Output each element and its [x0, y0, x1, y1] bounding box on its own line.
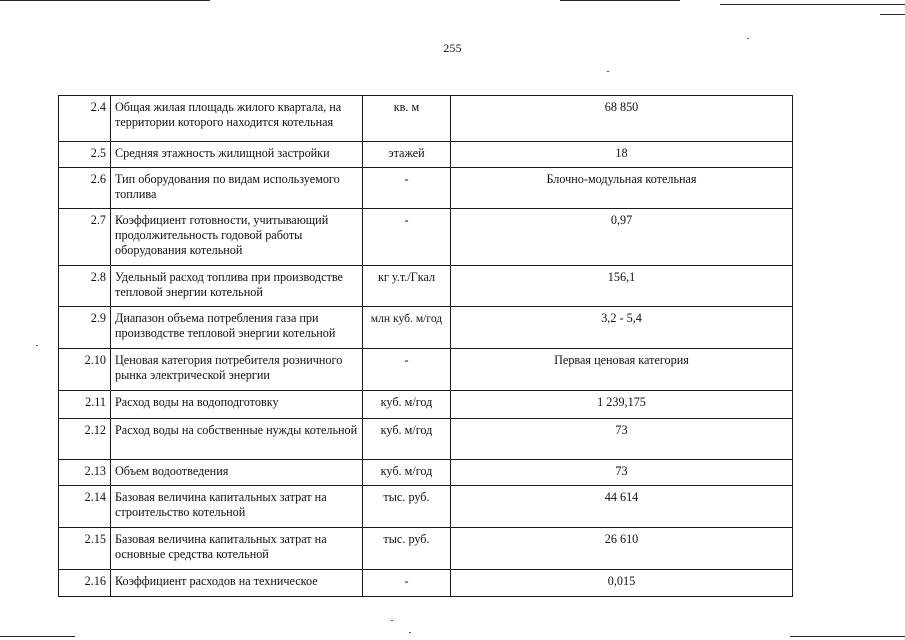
scan-speck: [36, 345, 38, 346]
unit-cell: куб. м/год: [363, 419, 451, 460]
parameter-name: Базовая величина капитальных затрат на основные средства котельной: [111, 528, 363, 570]
value-cell: 44 614: [451, 486, 793, 528]
scan-edge-top-right: [720, 4, 905, 5]
scan-speck: [747, 38, 749, 39]
row-number: 2.9: [59, 307, 111, 349]
unit-cell: млн куб. м/год: [363, 307, 451, 349]
parameter-name: Диапазон объема потребления газа при производстве тепловой энергии котельной: [111, 307, 363, 349]
value-cell: Блочно-модульная котельная: [451, 168, 793, 209]
parameter-name: Ценовая категория потребителя розничного рынка электрической энергии: [111, 349, 363, 391]
table-row: [59, 168, 793, 209]
unit-cell: кв. м: [363, 96, 451, 142]
value-cell: Первая ценовая категория: [451, 349, 793, 391]
row-number: 2.6: [59, 168, 111, 209]
value-cell: 68 850: [451, 96, 793, 142]
table-row: [59, 419, 793, 460]
unit-cell: кг у.т./Гкал: [363, 266, 451, 307]
unit-cell: этажей: [363, 142, 451, 168]
table-row: [59, 528, 793, 570]
parameter-name: Средняя этажность жилищной застройки: [111, 142, 363, 168]
row-number: 2.14: [59, 486, 111, 528]
parameter-name: Коэффициент готовности, учитывающий продолжительность годовой работы оборудования котельной: [111, 209, 363, 266]
table-row: [59, 209, 793, 266]
value-cell: 73: [451, 419, 793, 460]
unit-cell: -: [363, 168, 451, 209]
table-row: [59, 460, 793, 486]
table-row: [59, 570, 793, 597]
parameter-name: Расход воды на водоподготовку: [111, 391, 363, 419]
row-number: 2.12: [59, 419, 111, 460]
parameter-name: Базовая величина капитальных затрат на строительство котельной: [111, 486, 363, 528]
value-cell: 3,2 - 5,4: [451, 307, 793, 349]
row-number: 2.13: [59, 460, 111, 486]
scan-edge-bottom-left: [0, 636, 75, 637]
parameter-name: Общая жилая площадь жилого квартала, на территории которого находится котельная: [111, 96, 363, 142]
unit-cell: -: [363, 570, 451, 597]
table-row: [59, 307, 793, 349]
parameter-name: Удельный расход топлива при производстве тепловой энергии котельной: [111, 266, 363, 307]
parameter-name: Расход воды на собственные нужды котельной: [111, 419, 363, 460]
unit-cell: -: [363, 349, 451, 391]
scan-edge-top-mid: [560, 0, 680, 1]
row-number: 2.10: [59, 349, 111, 391]
value-cell: 0,015: [451, 570, 793, 597]
parameter-name: Коэффициент расходов на техническое: [111, 570, 363, 597]
row-number: 2.15: [59, 528, 111, 570]
unit-cell: куб. м/год: [363, 391, 451, 419]
value-cell: 73: [451, 460, 793, 486]
value-cell: 18: [451, 142, 793, 168]
table-row: [59, 96, 793, 142]
value-cell: 156,1: [451, 266, 793, 307]
scan-speck: [391, 620, 393, 621]
unit-cell: тыс. руб.: [363, 528, 451, 570]
row-number: 2.7: [59, 209, 111, 266]
row-number: 2.11: [59, 391, 111, 419]
unit-cell: тыс. руб.: [363, 486, 451, 528]
table-row: [59, 142, 793, 168]
table-row: [59, 349, 793, 391]
scan-speck: [607, 71, 609, 72]
row-number: 2.16: [59, 570, 111, 597]
value-cell: 26 610: [451, 528, 793, 570]
page-number: 255: [443, 41, 462, 55]
scan-edge-top-left: [0, 0, 210, 1]
parameter-name: Объем водоотведения: [111, 460, 363, 486]
table-row: [59, 486, 793, 528]
scan-edge-bottom-right: [790, 636, 905, 637]
row-number: 2.4: [59, 96, 111, 142]
row-number: 2.5: [59, 142, 111, 168]
parameter-name: Тип оборудования по видам используемого топлива: [111, 168, 363, 209]
value-cell: 0,97: [451, 209, 793, 266]
scan-edge-right-top: [880, 14, 905, 15]
row-number: 2.8: [59, 266, 111, 307]
unit-cell: куб. м/год: [363, 460, 451, 486]
unit-cell: -: [363, 209, 451, 266]
table-row: [59, 266, 793, 307]
parameters-table: [58, 95, 793, 597]
value-cell: 1 239,175: [451, 391, 793, 419]
table-row: [59, 391, 793, 419]
scan-speck: [409, 632, 411, 633]
